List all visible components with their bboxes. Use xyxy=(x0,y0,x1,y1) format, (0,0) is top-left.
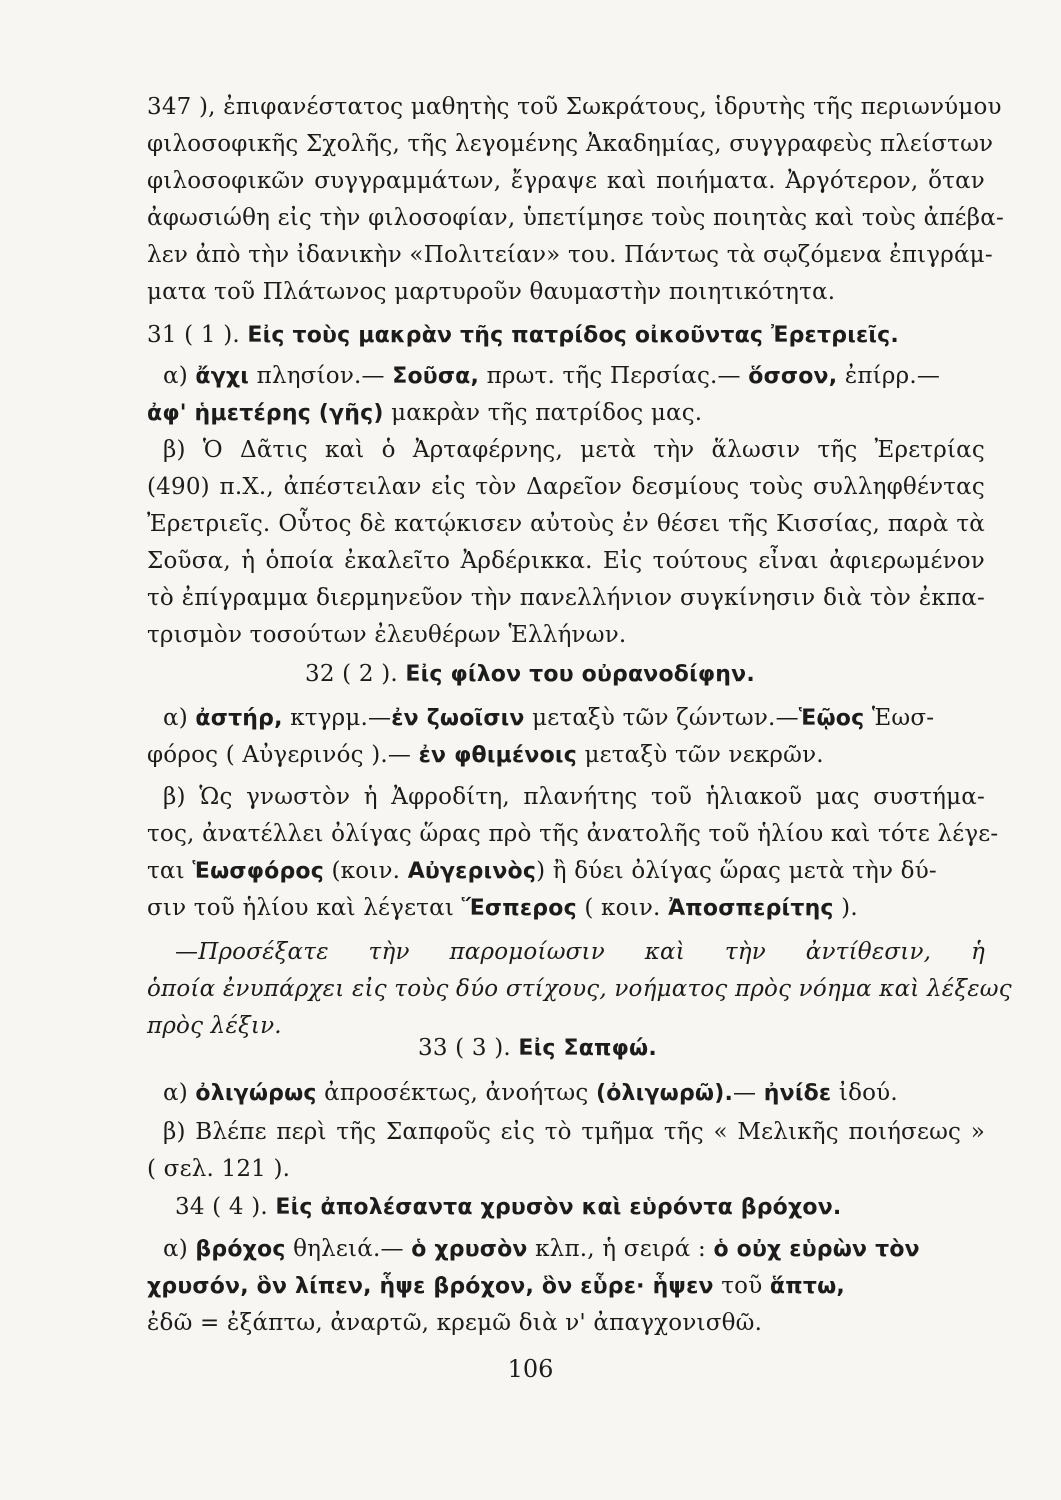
text-line: τὸ ἐπίγραμμα διερμηνεῦον τὴν πανελλήνιον συγκίνησιν διὰ τὸν ἐκπα- xyxy=(147,585,985,611)
text-line: β) Ὡς γνωστὸν ἡ Ἀφροδίτη, πλανήτης τοῦ ἡλιακοῦ μας συστήμα- xyxy=(163,784,985,810)
gloss-term: Ἀποσπερίτης xyxy=(668,896,834,921)
text-line: τος, ἀνατέλλει ὀλίγας ὥρας πρὸ τῆς ἀνατολῆς τοῦ ἡλίου καὶ τότε λέγε- xyxy=(147,821,999,847)
gloss-term: ἠνίδε xyxy=(763,1081,832,1106)
gloss-term: ἅπτω, xyxy=(769,1274,845,1299)
gloss-term: Σοῦσα, xyxy=(392,364,480,389)
section-heading-33 xyxy=(418,1033,985,1064)
gloss-term: χρυσόν, ὃν λίπεν, ἧψε βρόχον, ὃν εὗρε· ἧψεν xyxy=(147,1274,714,1299)
text-line: β) Βλέπε περὶ τῆς Σαπφοῦς εἰς τὸ τμῆμα τῆς « Μελικῆς ποιήσεως » xyxy=(163,1119,985,1145)
gloss-term: ἐν ζωοῖσιν xyxy=(391,706,525,731)
gloss-text: θηλειά.— xyxy=(285,1236,412,1262)
gloss-text: σιν τοῦ ἡλίου καὶ λέγεται xyxy=(147,895,462,921)
gloss-text: ἰδού. xyxy=(831,1080,898,1106)
text-line: Ἐρετριεῖς. Οὗτος δὲ κατῴκισεν αὐτοὺς ἐν θέσει τῆς Κισσίας, παρὰ τὰ xyxy=(147,511,985,537)
gloss-text: (κοιν. xyxy=(323,858,408,884)
gloss-line xyxy=(147,740,985,771)
section-heading-31 xyxy=(147,320,985,351)
gloss-term: ἄγχι xyxy=(195,364,250,389)
section-title: Εἰς ἀπολέσαντα χρυσὸν καὶ εὑρόντα βρόχον. xyxy=(275,1195,842,1220)
gloss-line xyxy=(147,1271,985,1302)
text-line: β) Ὁ Δᾶτις καὶ ὁ Ἀρταφέρνης, μετὰ τὴν ἅλωσιν τῆς Ἐρετρίας xyxy=(163,437,985,463)
gloss-text: Ἑωσ- xyxy=(864,705,935,731)
gloss-text: ἀπροσέκτως, ἀνοήτως xyxy=(316,1080,596,1106)
text-line: ἐδῶ = ἐξάπτω, ἀναρτῶ, κρεμῶ διὰ ν' ἀπαγχονισθῶ. xyxy=(147,1310,763,1336)
gloss-line xyxy=(163,703,985,734)
text-line: ( σελ. 121 ). xyxy=(147,1156,291,1182)
note-line: —Προσέξατε τὴν παρομοίωσιν καὶ τὴν ἀντίθεσιν, ἡ xyxy=(175,939,985,965)
section-title: Εἰς τοὺς μακρὰν τῆς πατρίδος οἰκοῦντας Ἐρετριεῖς. xyxy=(247,323,899,348)
gloss-text: πρωτ. τῆς Περσίας.— xyxy=(479,363,749,389)
section-title: Εἰς Σαπφώ. xyxy=(518,1036,657,1061)
text-line: τρισμὸν τοσούτων ἐλευθέρων Ἑλλήνων. xyxy=(147,622,627,648)
section-number: 33 ( 3 ). xyxy=(418,1035,511,1061)
text-line: φιλοσοφικῆς Σχολῆς, τῆς λεγομένης Ἀκαδημίας, συγγραφεὺς πλείστων xyxy=(147,131,994,157)
gloss-text: ( κοιν. xyxy=(576,895,669,921)
gloss-text: κλπ., ἡ σειρά : xyxy=(527,1236,714,1262)
gloss-term: ὁ οὐχ εὑρὼν τὸν xyxy=(713,1237,920,1262)
text-line: φιλοσοφικῶν συγγραμμάτων, ἔγραψε καὶ ποιήματα. Ἀργότερον, ὅταν xyxy=(147,168,985,194)
note-line: πρὸς λέξιν. xyxy=(147,1013,282,1039)
section-heading-32 xyxy=(305,659,985,690)
item-marker: α) xyxy=(163,1236,196,1262)
page-number: 106 xyxy=(507,1355,554,1383)
gloss-line xyxy=(147,893,985,924)
gloss-line xyxy=(147,856,985,887)
text-line: λεν ἀπὸ τὴν ἰδανικὴν «Πολιτείαν» του. Πάντως τὰ σῳζόμενα ἐπιγράμ- xyxy=(147,242,993,268)
gloss-term: ὀλιγώρως xyxy=(195,1081,317,1106)
section-number: 32 ( 2 ). xyxy=(305,661,398,687)
item-marker: α) xyxy=(163,705,196,731)
gloss-line xyxy=(147,398,985,429)
gloss-term: βρόχος xyxy=(195,1237,286,1262)
gloss-term: ἀφ' ἡμετέρης (γῆς) xyxy=(147,401,384,426)
note-line: ὁποία ἐνυπάρχει εἰς τοὺς δύο στίχους, νοήματος πρὸς νόημα καὶ λέξεως xyxy=(147,976,1012,1002)
gloss-term: Αὐγερινὸς xyxy=(407,859,537,884)
gloss-term: ὅσσον, xyxy=(748,364,838,389)
gloss-term: (ὀλιγωρῶ). xyxy=(595,1081,734,1106)
gloss-term: ἐν φθιμένοις xyxy=(418,743,577,768)
gloss-term: Ἕσπερος xyxy=(461,896,577,921)
gloss-text: φόρος ( Αὐγερινός ).— xyxy=(147,742,419,768)
gloss-term: Ἑωσφόρος xyxy=(192,859,324,884)
gloss-text: πλησίον.— xyxy=(249,363,393,389)
text-line: ματα τοῦ Πλάτωνος μαρτυροῦν θαυμαστὴν ποιητικότητα. xyxy=(147,279,836,305)
gloss-text: μακρὰν τῆς πατρίδος μας. xyxy=(383,400,703,426)
gloss-line xyxy=(163,361,985,392)
gloss-text: ται xyxy=(147,858,193,884)
section-heading-34 xyxy=(175,1192,985,1223)
section-number: 31 ( 1 ). xyxy=(147,322,240,348)
gloss-text: ). xyxy=(833,895,858,921)
gloss-text: — xyxy=(733,1080,764,1106)
text-line: ἀφωσιώθη εἰς τὴν φιλοσοφίαν, ὑπετίμησε τοὺς ποιητὰς καὶ τοὺς ἀπέβα- xyxy=(147,205,1004,231)
item-marker: α) xyxy=(163,1080,196,1106)
section-title: Εἰς φίλον του οὐρανοδίφην. xyxy=(405,662,755,687)
gloss-text: μεταξὺ τῶν νεκρῶν. xyxy=(576,742,824,768)
item-marker: α) xyxy=(163,363,196,389)
text-line: (490) π.Χ., ἀπέστειλαν εἰς τὸν Δαρεῖον δεσμίους τοὺς συλληφθέντας xyxy=(147,474,985,500)
text-line: 347 ), ἐπιφανέστατος μαθητὴς τοῦ Σωκράτους, ἱδρυτὴς τῆς περιωνύμου xyxy=(147,94,1002,120)
gloss-text: κτγρμ.— xyxy=(282,705,392,731)
gloss-line xyxy=(163,1234,985,1265)
gloss-text: ) ἢ δύει ὀλίγας ὥρας μετὰ τὴν δύ- xyxy=(536,858,937,884)
gloss-text: τοῦ xyxy=(713,1273,770,1299)
gloss-term: Ἑῷος xyxy=(798,706,865,731)
gloss-text: μεταξὺ τῶν ζώντων.— xyxy=(524,705,799,731)
gloss-text: ἐπίρρ.— xyxy=(837,363,941,389)
gloss-term: ἀστήρ, xyxy=(195,706,283,731)
text-line: Σοῦσα, ἡ ὁποία ἐκαλεῖτο Ἀρδέρικκα. Εἰς τούτους εἶναι ἀφιερωμένον xyxy=(147,548,985,574)
gloss-line xyxy=(163,1078,985,1109)
section-number: 34 ( 4 ). xyxy=(175,1194,268,1220)
gloss-term: ὁ χρυσὸν xyxy=(411,1237,528,1262)
